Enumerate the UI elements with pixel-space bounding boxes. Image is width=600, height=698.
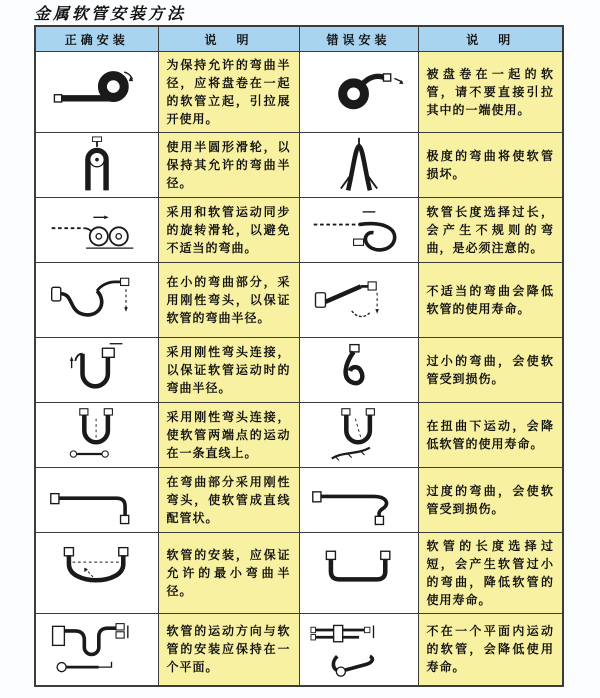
over-bent-corner-illustration	[306, 471, 412, 529]
table-row	[35, 533, 563, 614]
table-row	[35, 468, 563, 533]
wrong-description-cell: 极度的弯曲将使软管损坏。	[418, 133, 563, 198]
correct-illustration-cell	[35, 133, 158, 198]
aligned-endpoints-u-illustration	[44, 406, 150, 464]
wrong-illustration-cell	[299, 468, 418, 533]
wrong-illustration-cell	[299, 198, 418, 263]
twisted-u-illustration	[306, 406, 412, 464]
table-row	[35, 263, 563, 338]
semicircular-pulley-illustration	[44, 136, 150, 194]
table-row	[35, 403, 563, 468]
correct-description-cell: 为保持允许的弯曲半径，应将盘卷在一起的软管立起，引拉展开使用。	[158, 52, 299, 133]
table-row	[35, 133, 563, 198]
coiled-hose-unrolled-illustration	[44, 63, 150, 121]
wrong-illustration-cell	[299, 52, 418, 133]
header-correct-install: 正确安装	[35, 26, 158, 52]
table-row	[35, 52, 563, 133]
correct-illustration-cell	[35, 533, 158, 614]
correct-description-cell: 采用和软管运动同步的旋转滑轮，以避免不适当的弯曲。	[158, 198, 299, 263]
table-row	[35, 614, 563, 686]
wrong-illustration-cell	[299, 614, 418, 686]
wrong-description-cell: 不适当的弯曲会降低软管的使用寿命。	[418, 263, 563, 338]
minimum-bend-u-illustration	[44, 544, 150, 602]
correct-illustration-cell	[35, 52, 158, 133]
correct-description-cell: 在弯曲部分采用刚性弯头，使软管成直线配管状。	[158, 468, 299, 533]
elbow-straight-run-illustration	[44, 471, 150, 529]
too-small-bend-illustration	[306, 341, 412, 399]
correct-description-cell: 在小的弯曲部分，采用刚性弯头，以保证软管的弯曲半径。	[158, 263, 299, 338]
rigid-elbow-u-hang-illustration	[44, 341, 150, 399]
coiled-hose-end-pulled-illustration	[306, 63, 412, 121]
correct-description-cell: 软管的运动方向与软管的安装应保持在一个平面。	[158, 614, 299, 686]
table-row	[35, 198, 563, 263]
different-plane-motion-illustration	[306, 620, 412, 678]
correct-illustration-cell	[35, 403, 158, 468]
wrong-illustration-cell	[299, 133, 418, 198]
wrong-description-cell: 过度的弯曲，会使软管受到损伤。	[418, 468, 563, 533]
overlong-loop-illustration	[306, 201, 412, 259]
table-header-row	[35, 26, 563, 52]
correct-illustration-cell	[35, 468, 158, 533]
correct-description-cell: 采用刚性弯头连接，使软管两端点的运动在一条直线上。	[158, 403, 299, 468]
header-description-wrong: 说 明	[418, 26, 563, 52]
wrong-description-cell: 软管的长度选择过短，会产生软管过小的弯曲，降低软管的使用寿命。	[418, 533, 563, 614]
header-description-correct: 说 明	[158, 26, 299, 52]
wrong-illustration-cell	[299, 263, 418, 338]
page-title: 金属软管安装方法	[34, 6, 187, 23]
same-plane-motion-illustration	[44, 620, 150, 678]
synchronized-rollers-illustration	[44, 201, 150, 259]
wrong-description-cell: 过小的弯曲，会使软管受到损伤。	[418, 338, 563, 403]
table-row	[35, 338, 563, 403]
improper-bend-illustration	[306, 271, 412, 329]
correct-description-cell: 使用半圆形滑轮，以保持其允许的弯曲半径。	[158, 133, 299, 198]
wrong-description-cell: 被盘卷在一起的软管，请不要直接引拉其中的一端使用。	[418, 52, 563, 133]
wrong-description-cell: 在扭曲下运动，会降低软管的使用寿命。	[418, 403, 563, 468]
correct-description-cell: 采用刚性弯头连接，以保证软管运动时的弯曲半径。	[158, 338, 299, 403]
header-wrong-install: 错误安装	[299, 26, 418, 52]
wrong-description-cell: 软管长度选择过长，会产生不规则的弯曲，是必须注意的。	[418, 198, 563, 263]
too-short-hose-illustration	[306, 544, 412, 602]
correct-illustration-cell	[35, 198, 158, 263]
extreme-bend-illustration	[306, 136, 412, 194]
wrong-illustration-cell	[299, 533, 418, 614]
correct-description-cell: 软管的安装，应保证允许的最小弯曲半径。	[158, 533, 299, 614]
wrong-illustration-cell	[299, 338, 418, 403]
correct-illustration-cell	[35, 614, 158, 686]
installation-table	[34, 25, 564, 687]
wrong-description-cell: 不在一个平面内运动的软管，会降低使用寿命。	[418, 614, 563, 686]
correct-illustration-cell	[35, 263, 158, 338]
table-body	[35, 52, 563, 686]
rigid-elbow-small-bend-illustration	[44, 271, 150, 329]
wrong-illustration-cell	[299, 403, 418, 468]
correct-illustration-cell	[35, 338, 158, 403]
